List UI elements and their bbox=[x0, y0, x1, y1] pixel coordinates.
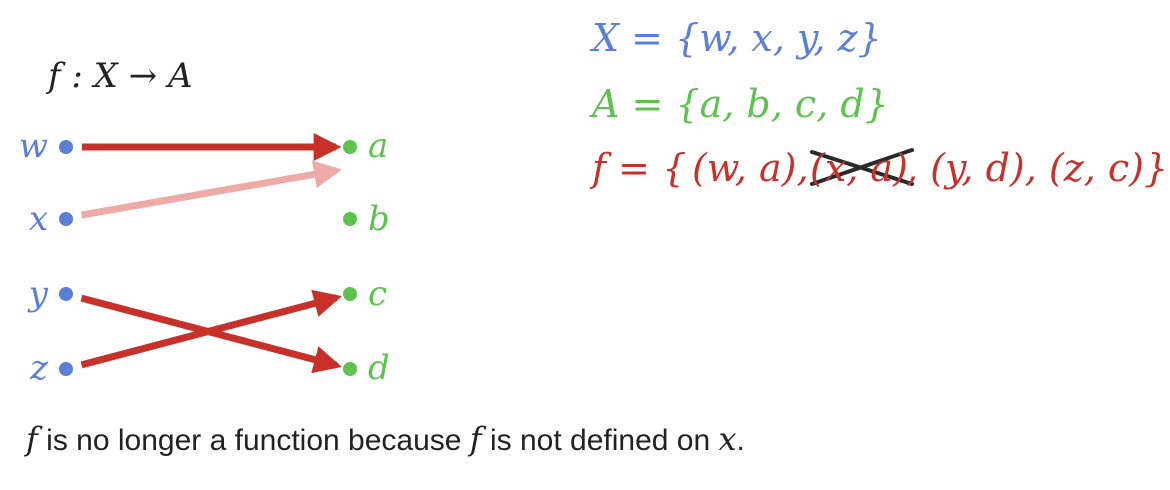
domain-label-y: y bbox=[28, 274, 48, 314]
domain-label-x: x bbox=[28, 199, 48, 239]
domain-label-w: w bbox=[18, 126, 48, 166]
domain-dot-x bbox=[59, 212, 73, 226]
relation-pair-wa: (w, a), bbox=[692, 146, 809, 190]
relation-pair-rest: , (y, d), (z, c)} bbox=[906, 146, 1169, 190]
caption-x: x bbox=[718, 420, 737, 458]
caption bbox=[26, 420, 745, 458]
codomain-label-b: b bbox=[368, 199, 390, 239]
arrows-layer bbox=[81, 147, 336, 365]
set-A-definition: A = {a, b, c, d} bbox=[592, 82, 889, 126]
codomain-dot-c bbox=[343, 287, 357, 301]
codomain-dot-b bbox=[343, 212, 357, 226]
caption-f-2: f bbox=[469, 420, 482, 458]
domain-label-z: z bbox=[30, 348, 48, 388]
codomain-label-a: a bbox=[368, 126, 389, 166]
codomain-dot-a bbox=[343, 140, 357, 154]
relation-prefix: f = { bbox=[592, 146, 687, 190]
mapping-title: f : X → A bbox=[48, 56, 193, 96]
caption-f-1: f bbox=[26, 420, 38, 458]
set-X-definition: X = {w, x, y, z} bbox=[592, 16, 882, 60]
caption-end: . bbox=[736, 424, 745, 457]
arrow-x-to-a bbox=[82, 170, 337, 215]
codomain-dot-d bbox=[343, 362, 357, 376]
relation-pair-xa-removed: (x, a) bbox=[810, 146, 908, 190]
domain-dot-y bbox=[59, 287, 73, 301]
caption-text-1: is no longer a function because bbox=[37, 424, 470, 457]
domain-dot-w bbox=[59, 140, 73, 154]
domain-dot-z bbox=[59, 362, 73, 376]
codomain-label-c: c bbox=[368, 274, 388, 314]
caption-text-2: is not defined on bbox=[481, 424, 719, 457]
codomain-label-d: d bbox=[368, 348, 390, 388]
